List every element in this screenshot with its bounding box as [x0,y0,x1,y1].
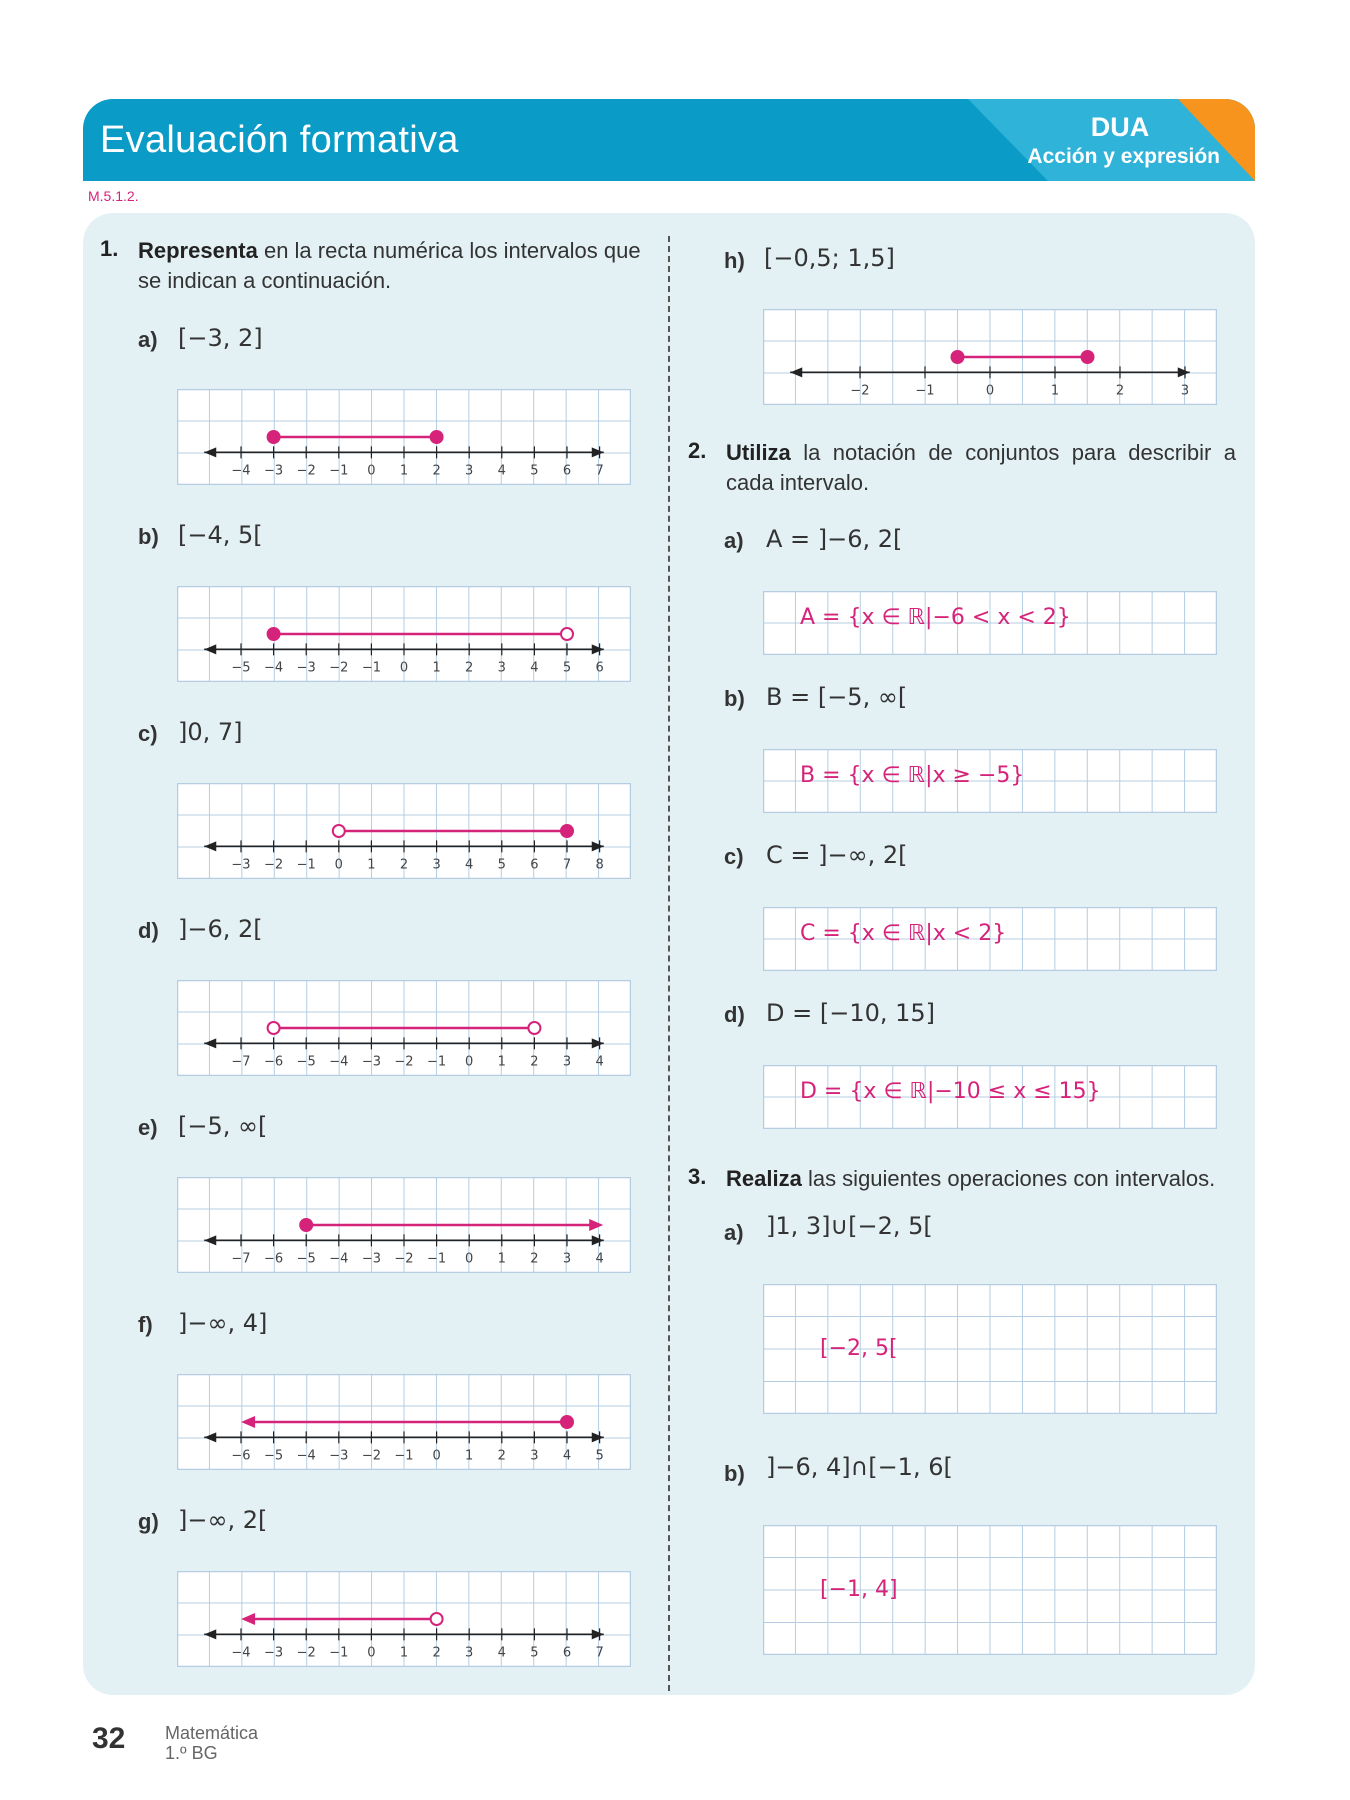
closed-endpoint [561,1416,573,1428]
item-label: a) [724,528,744,553]
set-expression: B = [−5, ∞[ [766,683,908,711]
tick-label: −5 [296,1251,316,1267]
tick-label: −3 [264,1645,284,1661]
tick-label: 3 [432,857,441,873]
interval-expression: ]−∞, 2[ [178,1506,268,1534]
tick-label: 6 [530,857,539,873]
tick-label: −6 [264,1054,284,1070]
set-expression: A = ]−6, 2[ [766,525,903,553]
tick-label: 2 [497,1448,506,1464]
open-endpoint [561,628,573,640]
tick-label: 4 [595,1054,604,1070]
q2-number: 2. [688,438,707,463]
tick-label: 5 [530,1645,539,1661]
tick-label: 1 [1050,383,1060,399]
tick-label: −3 [329,1448,349,1464]
tick-label: 3 [497,660,506,676]
tick-label: −3 [231,857,251,873]
tick-label: 3 [562,1054,572,1070]
q2-verb: Utiliza [726,440,791,465]
handwritten-answer: [−1, 4] [820,1577,898,1602]
number-line-h [763,309,1217,405]
number-line-g [177,1571,631,1667]
q1-instruction [138,236,653,296]
interval-expression: [−0,5; 1,5] [764,244,895,272]
tick-label: −3 [264,463,284,479]
q2-instruction [726,438,1236,498]
tick-label: −2 [394,1054,414,1070]
tick-label: −2 [329,660,349,676]
tick-label: 2 [432,463,441,479]
tick-label: −2 [361,1448,381,1464]
tick-label: 1 [497,1054,506,1070]
handwritten-answer: [−2, 5[ [820,1336,898,1361]
tick-label: 5 [562,660,572,676]
item-label: h) [724,248,745,273]
item-label: g) [138,1509,159,1534]
tick-label: −7 [231,1251,251,1267]
closed-endpoint [268,628,280,640]
tick-label: −6 [264,1251,284,1267]
tick-label: 1 [432,660,441,676]
q1-verb: Representa [138,238,258,263]
tick-label: 0 [465,1251,474,1267]
open-endpoint [528,1022,540,1034]
q3-instruction [726,1164,1246,1194]
tick-label: 6 [562,1645,572,1661]
tick-label: −4 [296,1448,316,1464]
q3-number: 3. [688,1164,707,1189]
tick-label: 4 [562,1448,572,1464]
tick-label: 4 [465,857,474,873]
interval-expression: ]−6, 2[ [178,915,263,943]
operation-expression: ]1, 3]∪[−2, 5[ [766,1212,933,1240]
tick-label: −5 [296,1054,316,1070]
item-label: d) [138,918,159,943]
section-title: Evaluación formativa [100,119,459,161]
tick-label: 3 [562,1251,572,1267]
tick-label: −4 [231,1645,251,1661]
interval-expression: [−3, 2] [178,324,263,352]
item-label: d) [724,1002,745,1027]
item-label: b) [724,686,745,711]
tick-label: −2 [296,1645,316,1661]
tick-label: 5 [530,463,539,479]
tick-label: −1 [427,1251,447,1267]
tick-label: −2 [264,857,284,873]
tick-label: −7 [231,1054,251,1070]
number-line-a [177,389,631,485]
tick-label: −5 [231,660,251,676]
q3-verb: Realiza [726,1166,802,1191]
tick-label: 2 [399,857,409,873]
tick-label: 0 [985,383,995,399]
tick-label: 5 [595,1448,604,1464]
tick-label: 0 [367,463,376,479]
number-line-b [177,586,631,682]
item-label: e) [138,1115,158,1140]
set-expression: D = [−10, 15] [766,999,936,1027]
tick-label: 2 [432,1645,441,1661]
tick-label: 1 [399,1645,409,1661]
tick-label: 4 [595,1251,604,1267]
closed-endpoint [431,431,443,443]
tick-label: 0 [399,660,409,676]
dua-subtitle: Acción y expresión [1027,145,1220,168]
open-endpoint [268,1022,280,1034]
item-label: c) [138,721,158,746]
item-label: b) [724,1461,745,1486]
tick-label: 8 [595,857,604,873]
tick-label: 6 [595,660,604,676]
q1-number: 1. [100,236,119,261]
item-label: a) [724,1220,744,1245]
tick-label: 4 [497,1645,506,1661]
operation-expression: ]−6, 4]∩[−1, 6[ [766,1453,953,1481]
tick-label: 7 [562,857,572,873]
interval-expression: ]−∞, 4] [178,1309,268,1337]
tick-label: 2 [465,660,474,676]
tick-label: −1 [915,383,935,399]
tick-label: 2 [1115,383,1125,399]
q1-text: en la recta numérica los intervalos que se indican a continuación. [138,238,641,293]
number-line-e [177,1177,631,1273]
item-label: c) [724,844,744,869]
tick-label: −2 [296,463,316,479]
number-line-d [177,980,631,1076]
q2-text: la notación de conjuntos para describir a cada intervalo. [726,440,1236,495]
tick-label: 2 [530,1251,539,1267]
column-divider [668,236,670,1691]
number-line-c [177,783,631,879]
number-line-f [177,1374,631,1470]
item-label: b) [138,524,159,549]
item-label: f) [138,1312,153,1337]
tick-label: −5 [264,1448,284,1464]
tick-label: −2 [394,1251,414,1267]
tick-label: 4 [497,463,506,479]
interval-expression: [−5, ∞[ [178,1112,268,1140]
tick-label: −1 [329,1645,349,1661]
tick-label: −1 [394,1448,414,1464]
tick-label: 1 [367,857,376,873]
tick-label: 2 [530,1054,539,1070]
closed-endpoint [268,431,280,443]
open-endpoint [431,1613,443,1625]
tick-label: 4 [530,660,539,676]
tick-label: −3 [361,1251,381,1267]
tick-label: 7 [595,1645,604,1661]
tick-label: −3 [296,660,316,676]
page-number: 32 [92,1722,126,1755]
tick-label: −1 [296,857,316,873]
subject-label [165,1723,258,1763]
tick-label: 0 [334,857,343,873]
tick-label: −2 [850,383,870,399]
item-label: a) [138,327,158,352]
tick-label: −4 [231,463,251,479]
set-expression: C = ]−∞, 2[ [766,841,908,869]
tick-label: 1 [465,1448,474,1464]
closed-endpoint [1082,351,1094,363]
tick-label: 0 [432,1448,441,1464]
tick-label: 3 [465,1645,474,1661]
tick-label: −4 [329,1054,349,1070]
curriculum-code: M.5.1.2. [88,188,139,204]
closed-endpoint [300,1219,312,1231]
tick-label: 1 [497,1251,506,1267]
q3-text: las siguientes operaciones con intervalos. [801,1166,1216,1191]
tick-label: −4 [264,660,284,676]
closed-endpoint [952,351,964,363]
tick-label: 7 [595,463,604,479]
tick-label: 0 [367,1645,376,1661]
tick-label: 0 [465,1054,474,1070]
tick-label: −1 [329,463,349,479]
grade-label: 1.º BG [165,1743,218,1763]
handwritten-answer: A = {x ∈ ℝ|−6 < x < 2} [800,605,1071,630]
tick-label: −1 [361,660,381,676]
tick-label: −6 [231,1448,251,1464]
tick-label: 3 [465,463,474,479]
open-endpoint [333,825,345,837]
closed-endpoint [561,825,573,837]
tick-label: 6 [562,463,572,479]
tick-label: 3 [1180,383,1190,399]
tick-label: −1 [427,1054,447,1070]
dua-label: DUA [1090,112,1150,142]
tick-label: 3 [530,1448,539,1464]
tick-label: 5 [497,857,506,873]
interval-expression: [−4, 5[ [178,521,263,549]
handwritten-answer: B = {x ∈ ℝ|x ≥ −5} [800,763,1025,788]
tick-label: −4 [329,1251,349,1267]
handwritten-answer: C = {x ∈ ℝ|x < 2} [800,921,1007,946]
subject-name: Matemática [165,1723,259,1743]
handwritten-answer: D = {x ∈ ℝ|−10 ≤ x ≤ 15} [800,1079,1101,1104]
tick-label: 1 [399,463,409,479]
interval-expression: ]0, 7] [178,718,243,746]
tick-label: −3 [361,1054,381,1070]
